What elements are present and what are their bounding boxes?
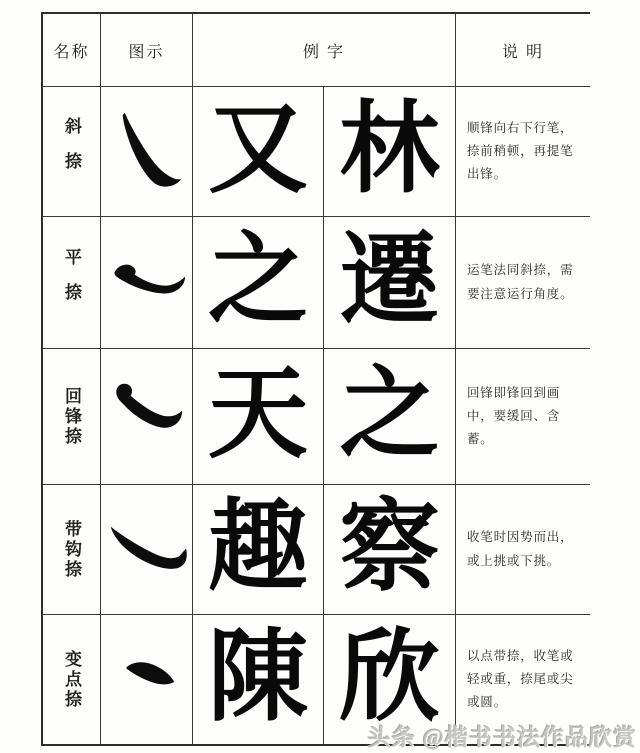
header-cell-notes <box>456 14 590 87</box>
note-cell <box>456 349 590 485</box>
row-name-cell <box>43 349 101 485</box>
note-text: 回锋即锋回到画中，要缓回、含蓄。 <box>467 385 561 447</box>
row-name-cell <box>43 87 101 217</box>
header-name-label: 名称 <box>53 43 90 61</box>
example-cell <box>193 217 324 349</box>
row-name-cell <box>43 615 101 744</box>
stroke-diagram-cell <box>101 349 193 485</box>
stroke-diagram-cell <box>101 217 193 349</box>
example-char: 陳 <box>208 621 308 733</box>
bian-dian-na-stroke-icon <box>101 615 192 744</box>
row-name-cell <box>43 217 101 349</box>
ping-na-stroke-icon <box>101 217 192 348</box>
note-cell <box>456 87 590 217</box>
example-char: 遷 <box>339 224 440 336</box>
example-char: 之 <box>208 224 308 336</box>
stroke-name: 平捺 <box>62 247 81 318</box>
note-text: 顺锋向右下行笔，捺前稍顿，再提笔出锋。 <box>467 120 574 182</box>
toutiao-watermark: 头条 @楷书书法作品欣赏 <box>367 725 637 750</box>
example-char: 欣 <box>339 621 440 733</box>
stroke-diagram-cell <box>101 485 193 615</box>
note-cell <box>456 217 590 349</box>
dai-gou-na-stroke-icon <box>101 485 192 614</box>
stroke-diagram-cell <box>101 615 193 744</box>
example-char: 之 <box>339 358 440 470</box>
header-examples-label: 例 字 <box>302 43 345 61</box>
example-cell <box>324 87 456 217</box>
header-notes-label: 说 明 <box>501 43 544 61</box>
header-cell-examples <box>193 14 456 87</box>
note-text: 运笔法同斜捺，需要注意运行角度。 <box>467 263 574 301</box>
note-text: 以点带捺，收笔或轻或重，捺尾或尖或圆。 <box>467 648 574 710</box>
example-cell <box>193 87 324 217</box>
note-text: 收笔时因势而出，或上挑或下挑。 <box>467 530 574 568</box>
stroke-name: 变点捺 <box>62 649 81 710</box>
example-cell <box>324 485 456 615</box>
header-cell-name <box>43 14 101 87</box>
example-char: 天 <box>208 358 308 470</box>
row-name-cell <box>43 485 101 615</box>
example-cell <box>193 349 324 485</box>
example-char: 又 <box>208 93 308 205</box>
example-cell <box>193 485 324 615</box>
stroke-name: 回锋捺 <box>62 386 81 447</box>
xie-na-stroke-icon <box>101 87 192 216</box>
example-char: 趣 <box>208 491 308 603</box>
example-char: 林 <box>339 93 440 205</box>
header-diagram-label: 图示 <box>128 43 165 61</box>
hui-feng-na-stroke-icon <box>101 349 192 484</box>
example-char: 察 <box>339 491 440 603</box>
example-cell <box>324 349 456 485</box>
stroke-name: 带钩捺 <box>62 519 81 580</box>
calligraphy-stroke-table <box>41 12 590 746</box>
header-cell-diagram <box>101 14 193 87</box>
stroke-diagram-cell <box>101 87 193 217</box>
example-cell <box>193 615 324 744</box>
stroke-name: 斜捺 <box>62 116 81 187</box>
example-cell <box>324 217 456 349</box>
note-cell <box>456 485 590 615</box>
